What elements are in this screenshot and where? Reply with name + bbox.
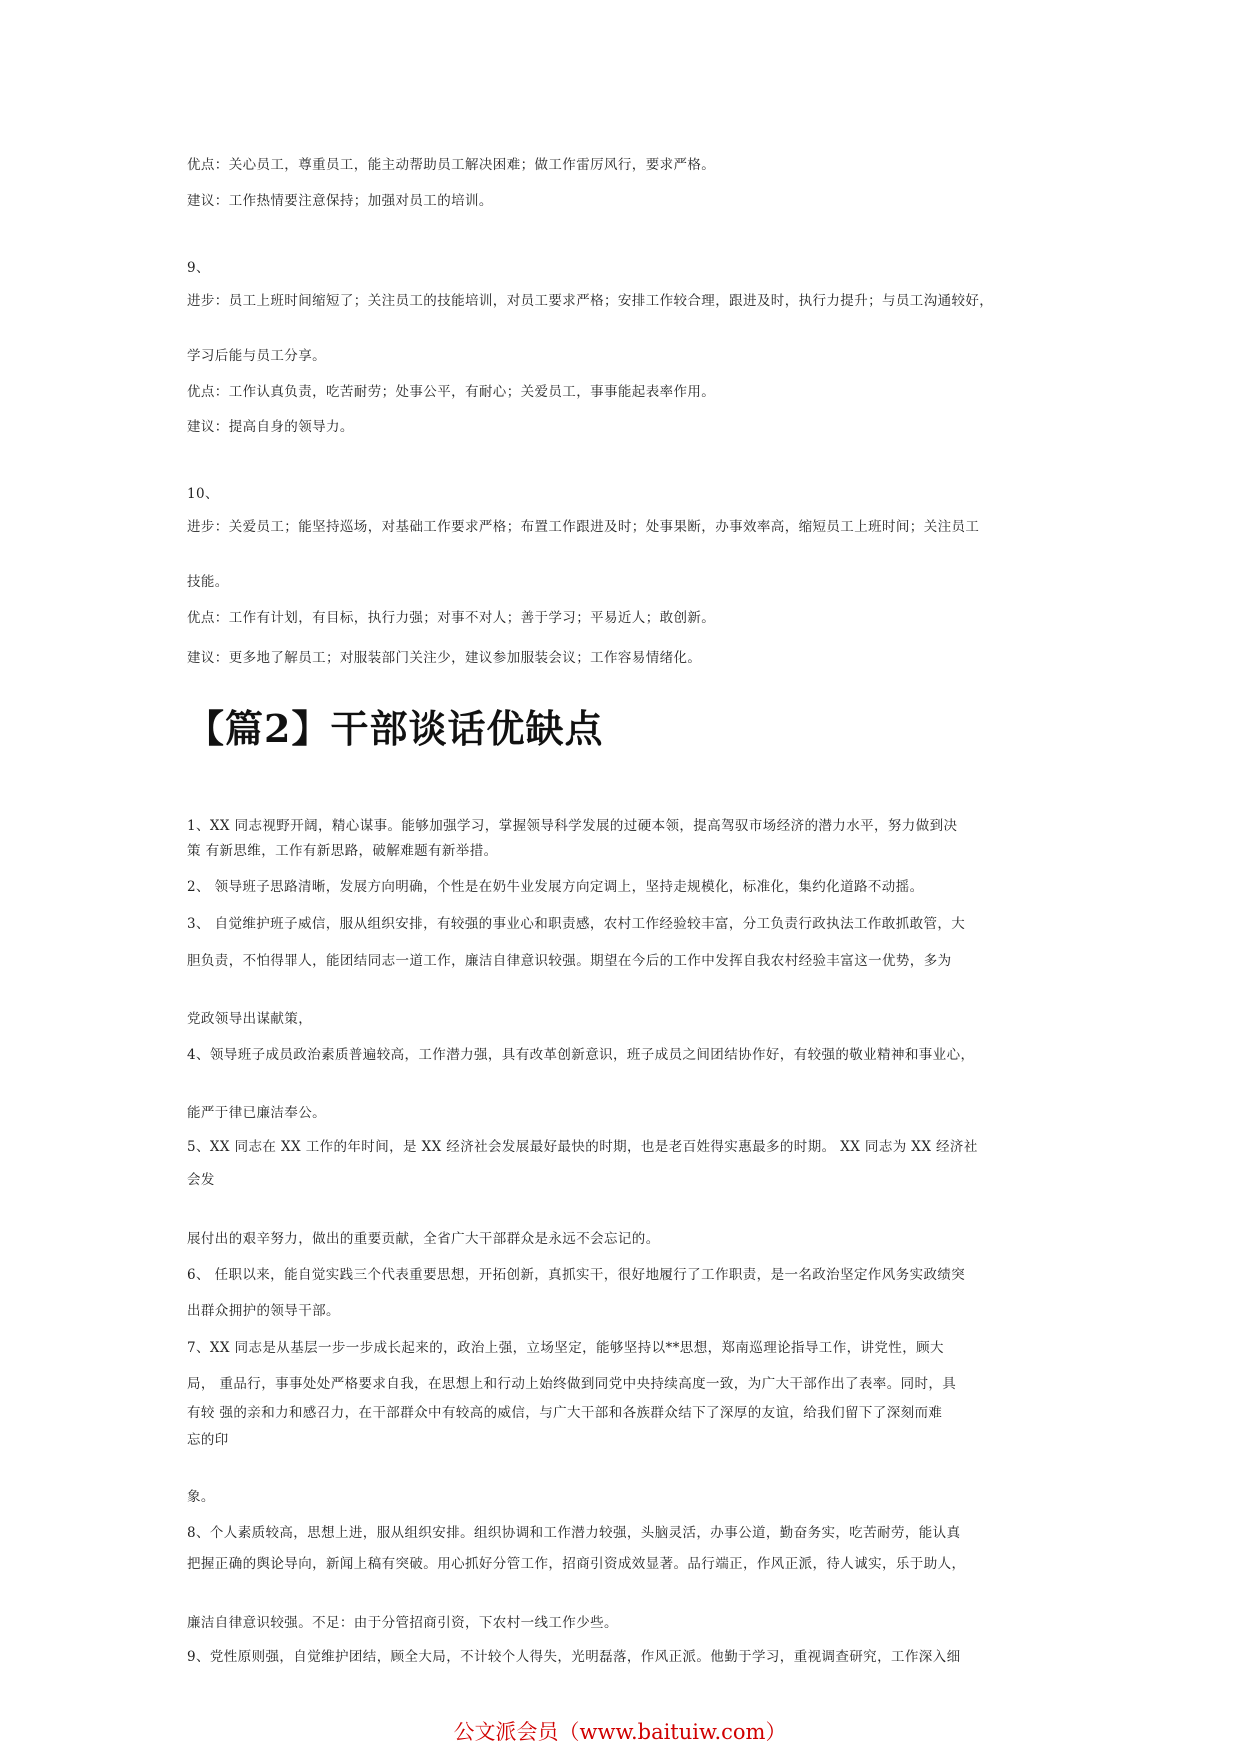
section2-line: 1、XX 同志视野开阔，精心谋事。能够加强学习，掌握领导科学发展的过硬本领，提高驾驭市场经济的潜力水平，努力做到决 bbox=[187, 818, 958, 834]
section2-line: 6、 任职以来，能自觉实践三个代表重要思想，开拓创新，真抓实干，很好地履行了工作职责，是一名政治坚定作风务实政绩突 bbox=[187, 1267, 966, 1283]
item9-jianyi: 建议：提高自身的领导力。 bbox=[187, 419, 354, 435]
section2-line: 9、党性原则强，自觉维护团结，顾全大局，不计较个人得失，光明磊落，作风正派。他勤于学习，重视调查研究，工作深入细 bbox=[187, 1649, 961, 1665]
footer-watermark-link[interactable]: 公文派会员（www.baituiw.com） bbox=[453, 1720, 787, 1744]
section2-line: 5、XX 同志在 XX 工作的年时间，是 XX 经济社会发展最好最快的时期，也是老百姓得实惠最多的时期。 XX 同志为 XX 经济社 bbox=[187, 1139, 978, 1155]
item9-jinbu-line1: 进步：员工上班时间缩短了；关注员工的技能培训，对员工要求严格；安排工作较合理，跟进及时，执行力提升；与员工沟通较好， bbox=[187, 293, 994, 309]
section2-line: 有较 强的亲和力和感召力，在干部群众中有较高的威信，与广大干部和各族群众结下了深厚的友谊，给我们留下了深刻而难 bbox=[187, 1405, 943, 1421]
section2-line: 党政领导出谋献策， bbox=[187, 1011, 313, 1027]
section2-line: 4、领导班子成员政治素质普遍较高，工作潜力强，具有改革创新意识，班子成员之间团结协作好，有较强的敬业精神和事业心， bbox=[187, 1047, 975, 1063]
item8-jianyi: 建议：工作热情要注意保持；加强对员工的培训。 bbox=[187, 193, 493, 209]
section2-heading: 【篇2】干部谈话优缺点 bbox=[186, 706, 604, 751]
section2-line: 廉洁自律意识较强。不足：由于分管招商引资，下农村一线工作少些。 bbox=[187, 1615, 618, 1631]
item10-jinbu-line2: 技能。 bbox=[187, 574, 229, 590]
section2-line: 局， 重品行，事事处处严格要求自我，在思想上和行动上始终做到同党中央持续高度一致，为广大干部作出了表率。同时，具 bbox=[187, 1376, 957, 1392]
section2-line: 把握正确的舆论导向，新闻上稿有突破。用心抓好分管工作，招商引资成效显著。品行端正，作风正派，待人诚实，乐于助人， bbox=[187, 1556, 966, 1572]
item10-youdian: 优点：工作有计划，有目标，执行力强；对事不对人；善于学习；平易近人；敢创新。 bbox=[187, 610, 716, 626]
item10-jianyi: 建议：更多地了解员工；对服装部门关注少，建议参加服装会议；工作容易情绪化。 bbox=[187, 650, 702, 666]
section2-line: 出群众拥护的领导干部。 bbox=[187, 1303, 340, 1319]
section2-line: 能严于律已廉洁奉公。 bbox=[187, 1105, 326, 1121]
section2-line: 展付出的艰辛努力，做出的重要贡献，全省广大干部群众是永远不会忘记的。 bbox=[187, 1231, 660, 1247]
section2-line: 象。 bbox=[187, 1489, 215, 1505]
item8-youdian: 优点：关心员工，尊重员工，能主动帮助员工解决困难；做工作雷厉风行，要求严格。 bbox=[187, 157, 716, 173]
section2-line: 胆负责，不怕得罪人，能团结同志一道工作，廉洁自律意识较强。期望在今后的工作中发挥自我农村经验丰富这一优势，多为 bbox=[187, 953, 952, 969]
section2-line: 7、XX 同志是从基层一步一步成长起来的，政治上强，立场坚定，能够坚持以**思想，郑南巡理论指导工作，讲党性，顾大 bbox=[187, 1340, 944, 1356]
section2-line: 会发 bbox=[187, 1172, 215, 1188]
item10-number: 10、 bbox=[187, 486, 219, 502]
section2-line: 策 有新思维，工作有新思路，破解难题有新举措。 bbox=[187, 843, 498, 859]
item9-jinbu-line2: 学习后能与员工分享。 bbox=[187, 348, 326, 364]
section2-line: 忘的印 bbox=[187, 1432, 229, 1448]
item10-jinbu-line1: 进步：关爱员工；能坚持巡场，对基础工作要求严格；布置工作跟进及时；处事果断，办事效率高，缩短员工上班时间；关注员工 bbox=[187, 519, 980, 535]
item9-number: 9、 bbox=[187, 260, 210, 276]
item9-youdian: 优点：工作认真负责，吃苦耐劳；处事公平，有耐心；关爱员工，事事能起表率作用。 bbox=[187, 384, 716, 400]
section2-line: 2、 领导班子思路清晰，发展方向明确，个性是在奶牛业发展方向定调上，坚持走规模化，标准化，集约化道路不动摇。 bbox=[187, 879, 924, 895]
section2-line: 8、个人素质较高，思想上进，服从组织安排。组织协调和工作潜力较强，头脑灵活，办事公道，勤奋务实，吃苦耐劳，能认真 bbox=[187, 1525, 961, 1541]
section2-line: 3、 自觉维护班子威信，服从组织安排，有较强的事业心和职责感，农村工作经验较丰富，分工负责行政执法工作敢抓敢管，大 bbox=[187, 916, 966, 932]
